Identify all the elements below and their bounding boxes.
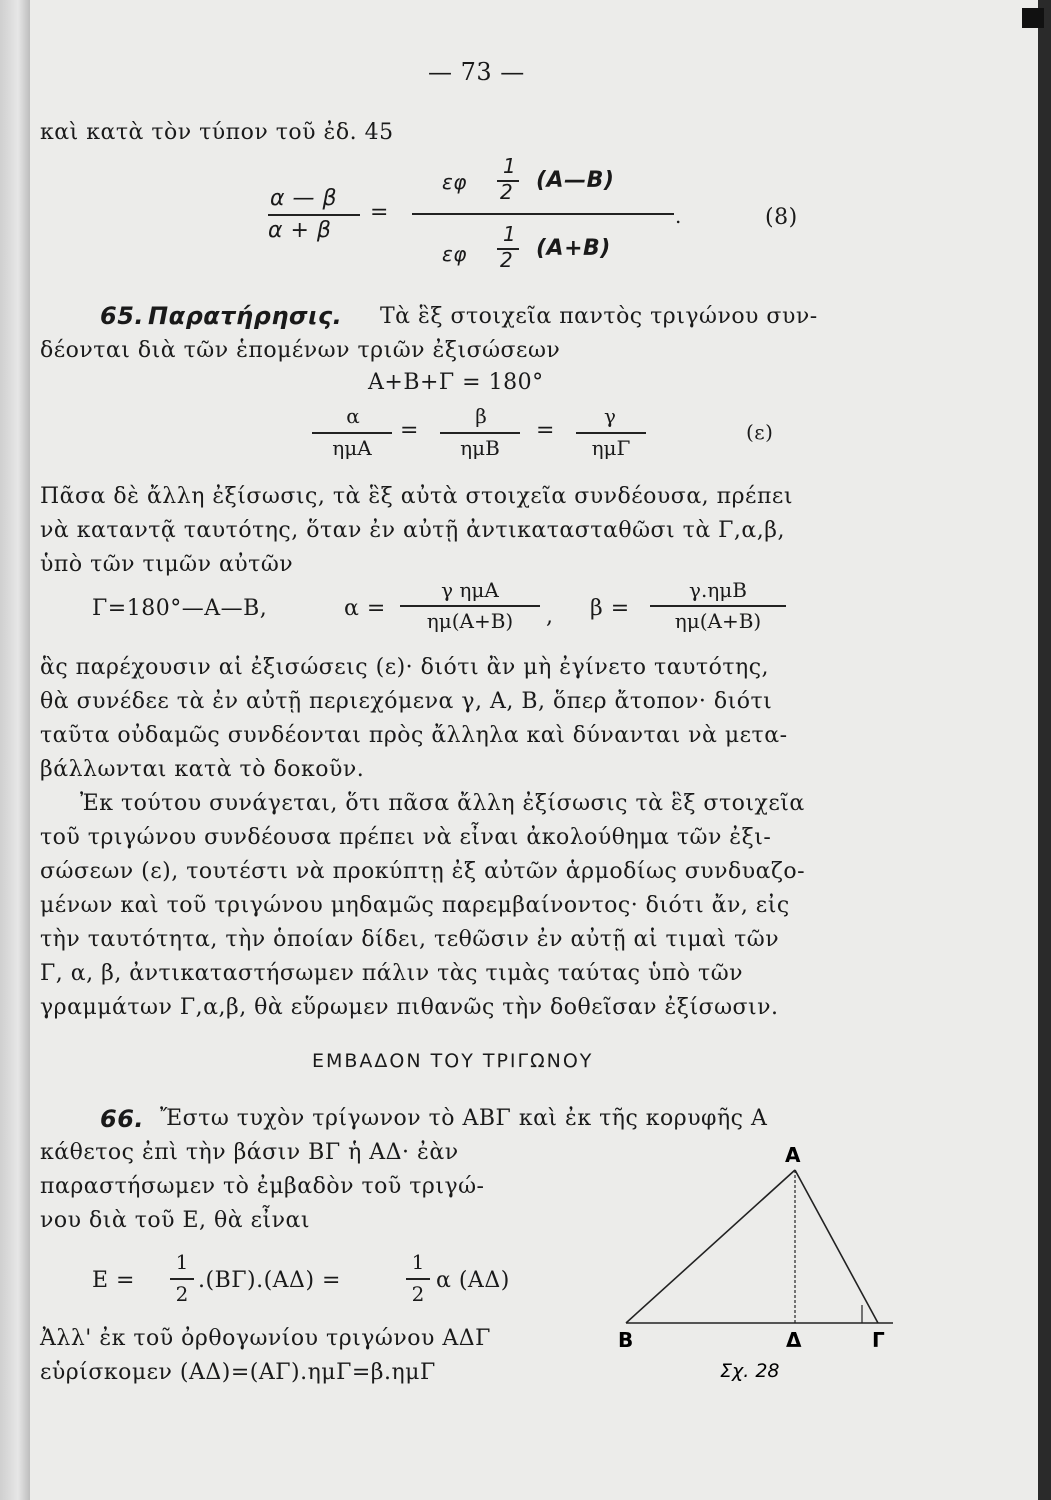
sec66-after1: Ἀλλ' ἐκ τοῦ ὀρθογωνίου τριγώνου ΑΔΓ (40, 1326, 491, 1351)
formula-label: (8) (765, 205, 798, 230)
para3-line7: γραμμάτων Γ,α,β, θὰ εὕρωμεν πιθανῶς τὴν δοθεῖσαν ἐξίσωσιν. (40, 995, 779, 1020)
subst-beta-den: ημ(Α+Β) (674, 609, 762, 633)
ratio-a-num: α (346, 404, 360, 428)
sec65-line1: Τὰ ἓξ στοιχεῖα παντὸς τριγώνου συν- (380, 304, 818, 329)
sec65-number: 65. (100, 302, 145, 330)
sec66-line1: Ἔστω τυχὸν τρίγωνον τὸ ΑΒΓ καὶ ἐκ τῆς κορυφῆς Α (160, 1106, 768, 1131)
area-bar1 (170, 1278, 194, 1280)
ratio-a-den: ημΑ (332, 436, 372, 460)
vertex-B: Β (618, 1328, 634, 1352)
area-end: α (ΑΔ) (436, 1268, 510, 1293)
figure-caption: Σχ. 28 (720, 1360, 780, 1382)
ratio-eq2: = (536, 418, 555, 443)
ratio-a-bar (312, 432, 392, 434)
formula-den-half-n: 1 (503, 222, 517, 246)
formula-lhs-numerator: α — β (270, 186, 338, 211)
sec66-number: 66. (100, 1105, 145, 1133)
para1-line3: ὑπὸ τῶν τιμῶν αὐτῶν (40, 552, 294, 577)
sec65-angle-sum: Α+Β+Γ = 180° (368, 370, 544, 395)
formula-den-half-d: 2 (500, 248, 514, 272)
para3-line5: τὴν ταυτότητα, τὴν ὁποίαν δίδει, τεθῶσιν ἐν αὐτῇ αἱ τιμαὶ τῶν (40, 927, 780, 952)
subst-gamma: Γ=180°—Α—Β, (92, 596, 268, 621)
para2-line2: θὰ συνέδεε τὰ ἐν αὐτῇ περιεχόμενα γ, Α, Β, ὅπερ ἄτοπον· διότι (40, 689, 773, 714)
subst-alpha-den: ημ(Α+Β) (426, 609, 514, 633)
subst-alpha-num: γ ημΑ (441, 578, 499, 602)
formula-den-AplusB: (Α+Β) (536, 236, 611, 261)
page-number: — 73 — (428, 58, 525, 86)
sec65-line2: δέονται διὰ τῶν ἑπομένων τριῶν ἐξισώσεων (40, 338, 561, 363)
ratio-g-den: ημΓ (591, 436, 631, 460)
formula-num-half-n: 1 (503, 154, 517, 178)
ratio-g-num: γ (604, 404, 616, 428)
para3-line6: Γ, α, β, ἀντικαταστήσωμεν πάλιν τὰς τιμὰς ταύτας ὑπὸ τῶν (40, 961, 744, 986)
ratio-eq1: = (400, 418, 419, 443)
page-edge (1038, 0, 1051, 1500)
subst-alpha-lhs: α = (344, 596, 386, 621)
intro-line: καὶ κατὰ τὸν τύπον τοῦ ἐδ. 45 (40, 120, 394, 145)
formula-rhs-bar (412, 213, 674, 215)
para3-line1: Ἐκ τούτου συνάγεται, ὅτι πᾶσα ἄλλη ἐξίσωσις τὰ ἓξ στοιχεῖα (80, 791, 805, 816)
triangle-figure (600, 1140, 910, 1400)
para1-line1: Πᾶσα δὲ ἄλλη ἐξίσωσις, τὰ ἓξ αὐτὰ στοιχεῖα συνδέουσα, πρέπει (40, 484, 793, 509)
side-AB (626, 1170, 795, 1323)
sec66-line4: νου διὰ τοῦ Ε, θὰ εἶναι (40, 1208, 311, 1233)
area-d1: 2 (175, 1282, 189, 1306)
formula-lhs-denominator: α + β (268, 218, 332, 243)
formula-den-ef: εφ (442, 242, 468, 266)
area-n2: 1 (411, 1250, 425, 1274)
formula-num-AminusB: (Α—Β) (536, 168, 615, 193)
formula-lhs-bar (268, 214, 360, 216)
subst-beta-num: γ.ημΒ (689, 578, 747, 602)
para2-line1: ἃς παρέχουσιν αἱ ἐξισώσεις (ε)· διότι ἂν μὴ ἐγίνετο ταυτότης, (40, 655, 770, 680)
area-e: Ε = (92, 1268, 135, 1293)
area-n1: 1 (175, 1250, 189, 1274)
ratio-b-den: ημΒ (460, 436, 500, 460)
para3-line3: σώσεων (ε), τουτέστι νὰ προκύπτῃ ἐξ αὐτῶν ἁρμοδίως συνδυαζο- (40, 859, 806, 884)
scan-corner-mark (1022, 8, 1044, 28)
side-AG (795, 1170, 878, 1323)
subst-comma: , (546, 604, 554, 629)
vertex-D: Δ (786, 1328, 802, 1352)
subst-beta-bar (650, 605, 786, 607)
area-bar2 (406, 1278, 430, 1280)
formula-num-half-d: 2 (500, 180, 514, 204)
sec66-after2: εὑρίσκομεν (ΑΔ)=(ΑΓ).ημΓ=β.ημΓ (40, 1360, 436, 1385)
area-mid: .(ΒΓ).(ΑΔ) = (198, 1268, 341, 1293)
ratio-g-bar (576, 432, 646, 434)
section-heading: ΕΜΒΑΔΟΝ ΤΟΥ ΤΡΙΓΩΝΟΥ (312, 1050, 594, 1072)
area-d2: 2 (411, 1282, 425, 1306)
para2-line4: βάλλωνται κατὰ τὸ δοκοῦν. (40, 757, 365, 782)
formula-dot: . (675, 204, 682, 228)
formula-equals: = (370, 200, 389, 225)
sec66-line3: παραστήσωμεν τὸ ἐμβαδὸν τοῦ τριγώ- (40, 1174, 485, 1199)
vertex-G: Γ (872, 1328, 885, 1352)
para3-line4: μένων καὶ τοῦ τριγώνου μηδαμῶς παρεμβαίνοντος· διότι ἄν, εἰς (40, 893, 790, 918)
ratio-b-num: β (475, 404, 487, 428)
para3-line2: τοῦ τριγώνου συνδέουσα πρέπει νὰ εἶναι ἀκολούθημα τῶν ἐξι- (40, 825, 772, 850)
formula-num-ef: εφ (442, 170, 468, 194)
book-spine (0, 0, 30, 1500)
vertex-A: Α (785, 1143, 801, 1167)
para2-line3: ταῦτα οὐδαμῶς συνδέονται πρὸς ἄλληλα καὶ δύνανται νὰ μετα- (40, 723, 788, 748)
ratio-b-bar (440, 432, 520, 434)
ratio-label: (ε) (746, 420, 774, 444)
sec65-title: Παρατήρησις. (148, 302, 343, 330)
subst-beta-lhs: β = (590, 596, 630, 621)
para1-line2: νὰ καταντᾷ ταυτότης, ὅταν ἐν αὐτῇ ἀντικατασταθῶσι τὰ Γ,α,β, (40, 518, 785, 543)
subst-alpha-bar (400, 605, 540, 607)
sec66-line2: κάθετος ἐπὶ τὴν βάσιν ΒΓ ἡ ΑΔ· ἐὰν (40, 1140, 459, 1165)
